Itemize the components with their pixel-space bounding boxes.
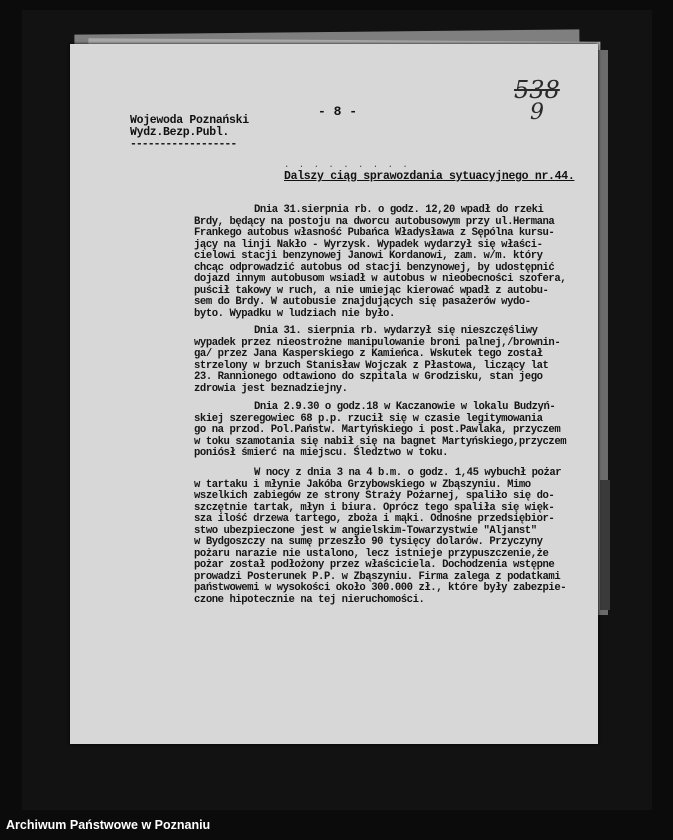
text-line: chcąc odprowadzić autobus od stacji benzynowej, by udostępnić [194, 261, 555, 274]
text-line: pożar został podłożony przez właściciela. Dochodzenia wstępne [194, 559, 555, 571]
binding-strip-shadow [600, 480, 610, 610]
page-number: - 8 - [318, 104, 358, 119]
text-line: byto. Wypadku w ludziach nie było. [194, 307, 395, 320]
text-line: Frankego autobus własność Pubańca Władysława z Sępólna kursu- [194, 227, 555, 239]
text-line: w Bydgoszczy na sumę przeszło 90 tysięcy dolarów. Przyczyny [194, 536, 543, 548]
text-line: Dnia 31.sierpnia rb. o godz. 12,20 wpadł do rzeki [254, 204, 544, 216]
text-line: państwowemi w wysokości około 300.000 zł., które były zabezpie- [194, 582, 567, 594]
paragraph-4 [194, 468, 594, 606]
text-line: puścił takowy w ruch, a nie umiejąc kierować wpadł z autobu- [194, 284, 549, 297]
text-line: stwo ubezpieczone jest w angielskim-Towarzystwie "Aljanst" [194, 524, 537, 537]
text-line: w toku szamotania się nabił się na bagnet Martyńskiego,przyczem [194, 435, 567, 448]
text-line: Dnia 31. sierpnia rb. wydarzył się nieszczęśliwy [254, 325, 538, 337]
archive-number-current: 9 [530, 100, 544, 125]
archive-name: Archiwum Państwowe w Poznaniu [6, 818, 211, 832]
archive-page-number [514, 76, 560, 125]
text-line: prowadzi Posterunek P.P. w Zbąszyniu. Firma zalega z podatkami [194, 570, 561, 583]
paragraph-1 [194, 205, 594, 320]
paragraph-3 [194, 402, 594, 460]
text-line: cielowi stacji benzynowej Janowi Kordanowi, zam. w/m. który [194, 250, 543, 262]
text-line: 23. Rannionego odtawiono do szpitala w Grodzisku, stan jego [194, 371, 543, 383]
text-line: wszelkich zabiegów ze strony Straży Pożarnej, spaliło się do- [194, 490, 555, 502]
report-title: Dalszy ciąg sprawozdania sytuacyjnego nr.44. [284, 170, 575, 183]
archive-number-crossed: 538 [514, 76, 560, 104]
sender-block [130, 115, 249, 151]
text-line: dojazd innym autobusom wsiadł w autobus w nieobecności szofera, [194, 273, 567, 285]
text-line: pożaru narazie nie ustalono, lecz istnieje przypuszczenie,że [194, 547, 549, 560]
text-line: go na przod. Pol.Państw. Martyńskiego i post.Pawlaka, przyczem [194, 424, 561, 436]
text-line: czone hipotecznie na tej nieruchomości. [194, 593, 425, 606]
text-line: Brdy, będący na postoju na dworcu autobusowym przy ul.Hermana [194, 215, 555, 228]
text-line: ga/ przez Jana Kasperskiego z Kamieńca. Wskutek tego został [194, 348, 543, 360]
text-line: zdrowia jest beznadziejny. [194, 382, 348, 395]
sender-department: Wydz.Bezp.Publ. [130, 126, 230, 139]
text-line: sza ilość drzewa tartego, zboża i mąki. Odnośne przedsiębior- [194, 513, 555, 525]
title-dots: . . . . . . . . . [284, 160, 410, 170]
text-line: sem do Brdy. W autobusie znajdujących się pasażerów wydo- [194, 296, 531, 308]
text-line: jący na linji Nakło - Wyrzysk. Wypadek wydarzył się właści- [194, 238, 543, 251]
text-line: poniósł śmierć na miejscu. Śledztwo w toku. [194, 447, 449, 459]
text-line: w tartaku i młynie Jakóba Grzybowskiego w Zbąszyniu. Mimo [194, 478, 531, 491]
sender-name: Wojewoda Poznański [130, 114, 249, 127]
sender-underline: ------------------ [130, 138, 237, 151]
text-line: szczętnie tartak, młyn i biura. Oprócz tego spaliła się więk- [194, 501, 555, 514]
paragraph-2 [194, 326, 594, 395]
text-line: W nocy z dnia 3 na 4 b.m. o godz. 1,45 wybuchł pożar [254, 467, 562, 479]
text-line: Dnia 2.9.30 o godz.18 w Kaczanowie w lokalu Budzyń- [254, 401, 556, 413]
text-line: wypadek przez nieostrożne manipulowanie broni palnej,/brownin- [194, 336, 561, 349]
text-line: strzelony w brzuch Stanisław Wojczak z Płastowa, liczący lat [194, 359, 549, 372]
text-line: skiej szeregowiec 68 p.p. rzucił się w czasie legitymowania [194, 412, 543, 425]
